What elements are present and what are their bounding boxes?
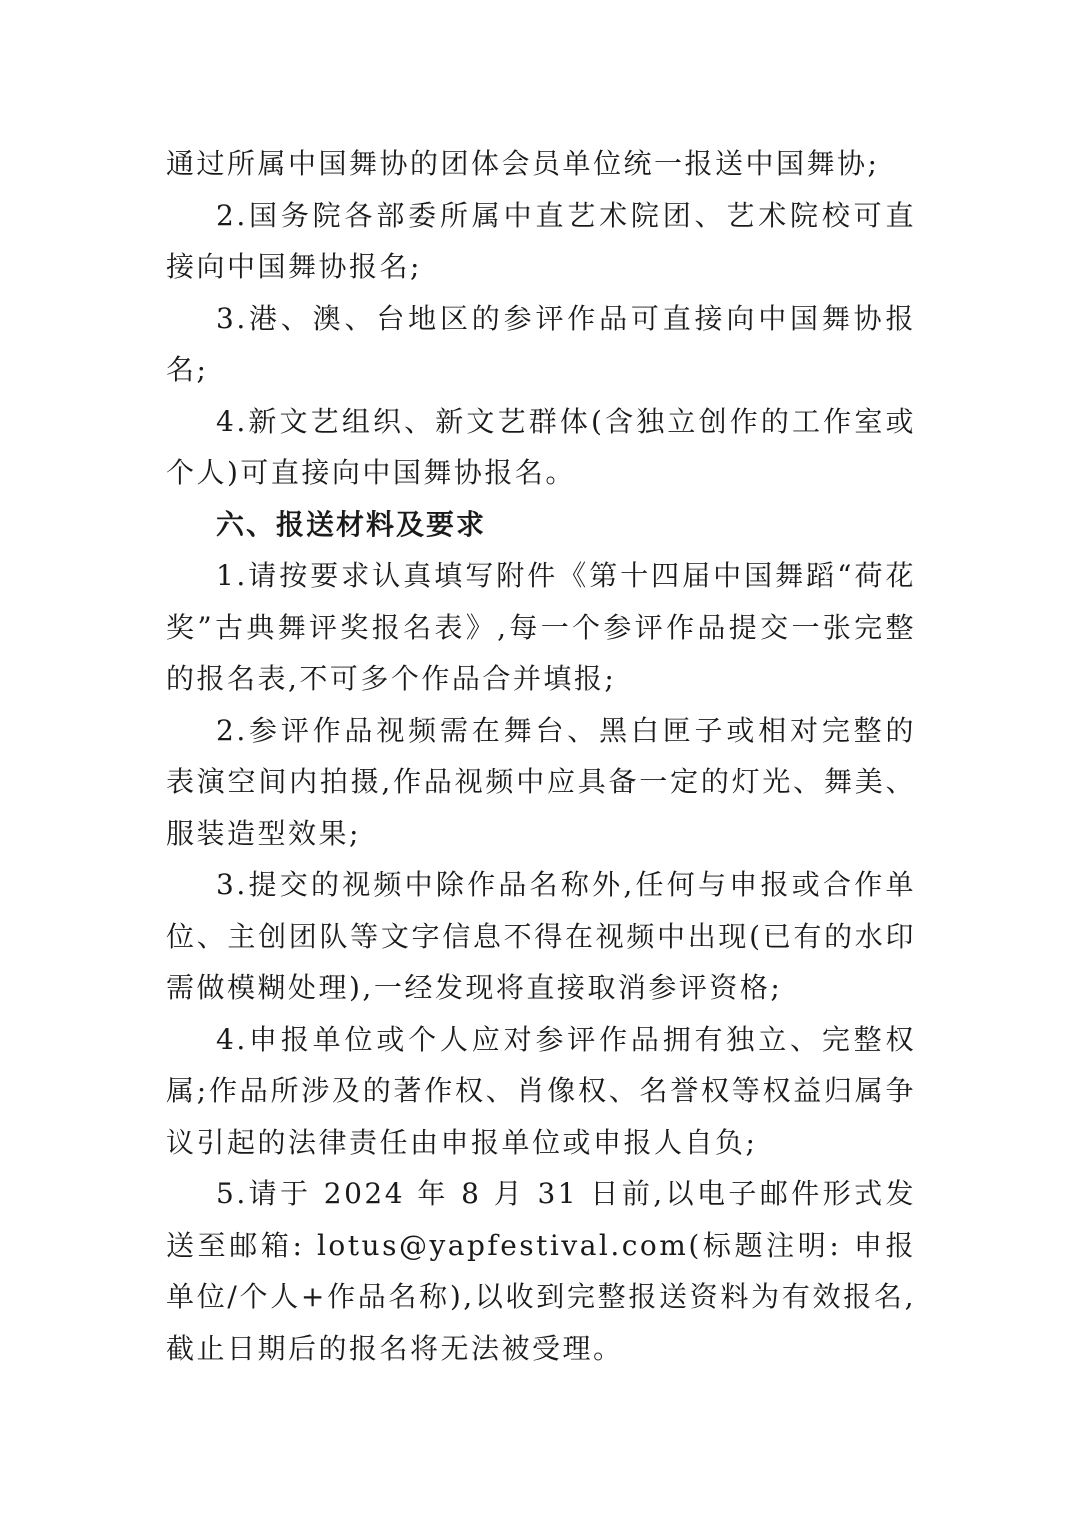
requirement-5: 5.请于 2024 年 8 月 31 日前,以电子邮件形式发送至邮箱: lotus@yapfestival.com(标题注明: 申报单位/个人+作品名称),以收到完整报送资料为有效报名,截止日期后的报名将无法被受理。 <box>166 1177 916 1365</box>
list-item-4: 4.新文艺组织、新文艺群体(含独立创作的工作室或个人)可直接向中国舞协报名。 <box>166 404 916 489</box>
requirement-2: 2.参评作品视频需在舞台、黑白匣子或相对完整的表演空间内拍摄,作品视频中应具备一定的灯光、舞美、服装造型效果; <box>166 713 916 850</box>
section-heading: 六、报送材料及要求 <box>216 507 487 541</box>
document-body <box>166 138 916 1374</box>
list-item-2: 2.国务院各部委所属中直艺术院团、艺术院校可直接向中国舞协报名; <box>166 198 916 283</box>
paragraph-continuation: 通过所属中国舞协的团体会员单位统一报送中国舞协; <box>166 147 880 180</box>
requirement-1: 1.请按要求认真填写附件《第十四届中国舞蹈“荷花奖”古典舞评奖报名表》,每一个参评作品提交一张完整的报名表,不可多个作品合并填报; <box>166 559 916 695</box>
list-item-3: 3.港、澳、台地区的参评作品可直接向中国舞协报名; <box>166 301 916 386</box>
requirement-3: 3.提交的视频中除作品名称外,任何与申报或合作单位、主创团队等文字信息不得在视频中出现(已有的水印需做模糊处理),一经发现将直接取消参评资格; <box>166 868 916 1004</box>
requirement-4: 4.申报单位或个人应对参评作品拥有独立、完整权属;作品所涉及的著作权、肖像权、名誉权等权益归属争议引起的法律责任由申报单位或申报人自负; <box>166 1022 916 1159</box>
